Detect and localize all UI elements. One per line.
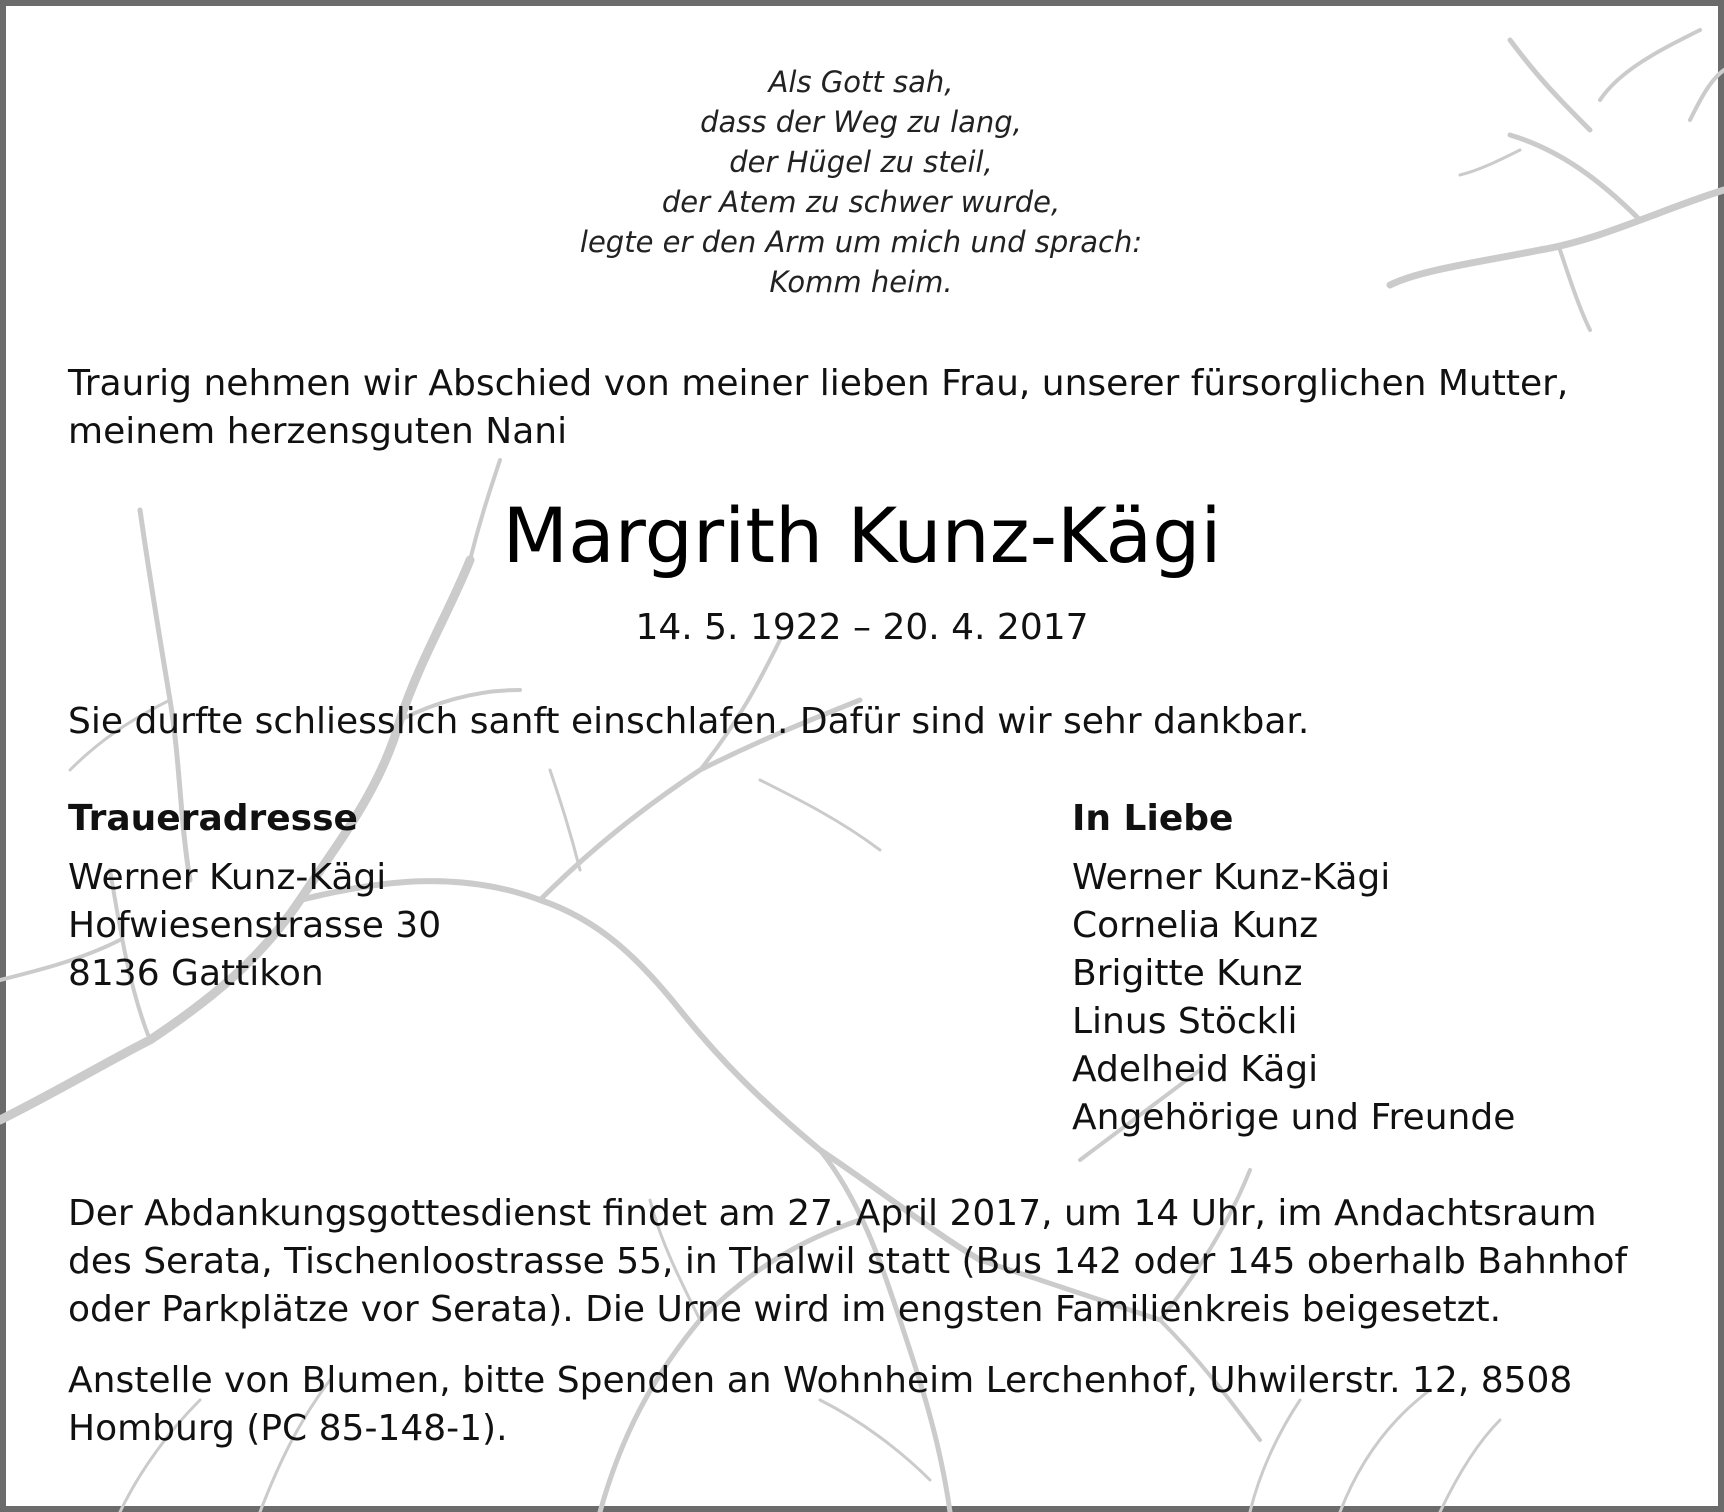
mourner-name: Werner Kunz-Kägi	[1072, 857, 1391, 898]
life-dates: 14. 5. 1922 – 20. 4. 2017	[635, 607, 1089, 648]
poem-line: Als Gott sah,	[768, 65, 954, 99]
deceased-name: Margrith Kunz-Kägi	[502, 491, 1222, 580]
poem-line: Komm heim.	[769, 265, 953, 299]
donation-line: Homburg (PC 85-148-1).	[68, 1408, 508, 1449]
mourning-address	[68, 795, 441, 998]
mourner-name: Brigitte Kunz	[1072, 953, 1303, 994]
in-love-heading: In Liebe	[1072, 798, 1234, 839]
mourning-address-heading: Traueradresse	[68, 798, 358, 839]
intro-line: Traurig nehmen wir Abschied von meiner lieben Frau, unserer fürsorglichen Mutter,	[68, 363, 1569, 404]
address-line: Werner Kunz-Kägi	[68, 857, 387, 898]
service-line: Der Abdankungsgottesdienst findet am 27. April 2017, um 14 Uhr, im Andachtsraum	[68, 1193, 1597, 1234]
service-line: des Serata, Tischenloostrasse 55, in Thalwil statt (Bus 142 oder 145 oberhalb Bahnhof	[68, 1241, 1628, 1282]
address-line: Hofwiesenstrasse 30	[68, 905, 442, 946]
poem-line: der Atem zu schwer wurde,	[661, 185, 1061, 219]
poem	[400, 62, 1322, 302]
poem-line: der Hügel zu steil,	[729, 145, 993, 179]
mourner-name: Angehörige und Freunde	[1072, 1097, 1516, 1138]
in-love-mourners	[1072, 795, 1515, 1142]
closing-sentence: Sie durfte schliesslich sanft einschlafen. Dafür sind wir sehr dankbar.	[68, 701, 1310, 742]
poem-line: dass der Weg zu lang,	[700, 105, 1022, 139]
service-details	[68, 1190, 1627, 1334]
donation-line: Anstelle von Blumen, bitte Spenden an Wohnheim Lerchenhof, Uhwilerstr. 12, 8508	[68, 1360, 1573, 1401]
intro-line: meinem herzensguten Nani	[68, 411, 568, 452]
mourner-name: Linus Stöckli	[1072, 1001, 1298, 1042]
mourner-name: Adelheid Kägi	[1072, 1049, 1319, 1090]
mourner-name: Cornelia Kunz	[1072, 905, 1319, 946]
donation-note	[68, 1357, 1572, 1453]
service-line: oder Parkplätze vor Serata). Die Urne wird im engsten Familienkreis beigesetzt.	[68, 1289, 1502, 1330]
poem-line: legte er den Arm um mich und sprach:	[579, 225, 1143, 259]
address-line: 8136 Gattikon	[68, 953, 324, 994]
intro-text	[68, 360, 1668, 456]
